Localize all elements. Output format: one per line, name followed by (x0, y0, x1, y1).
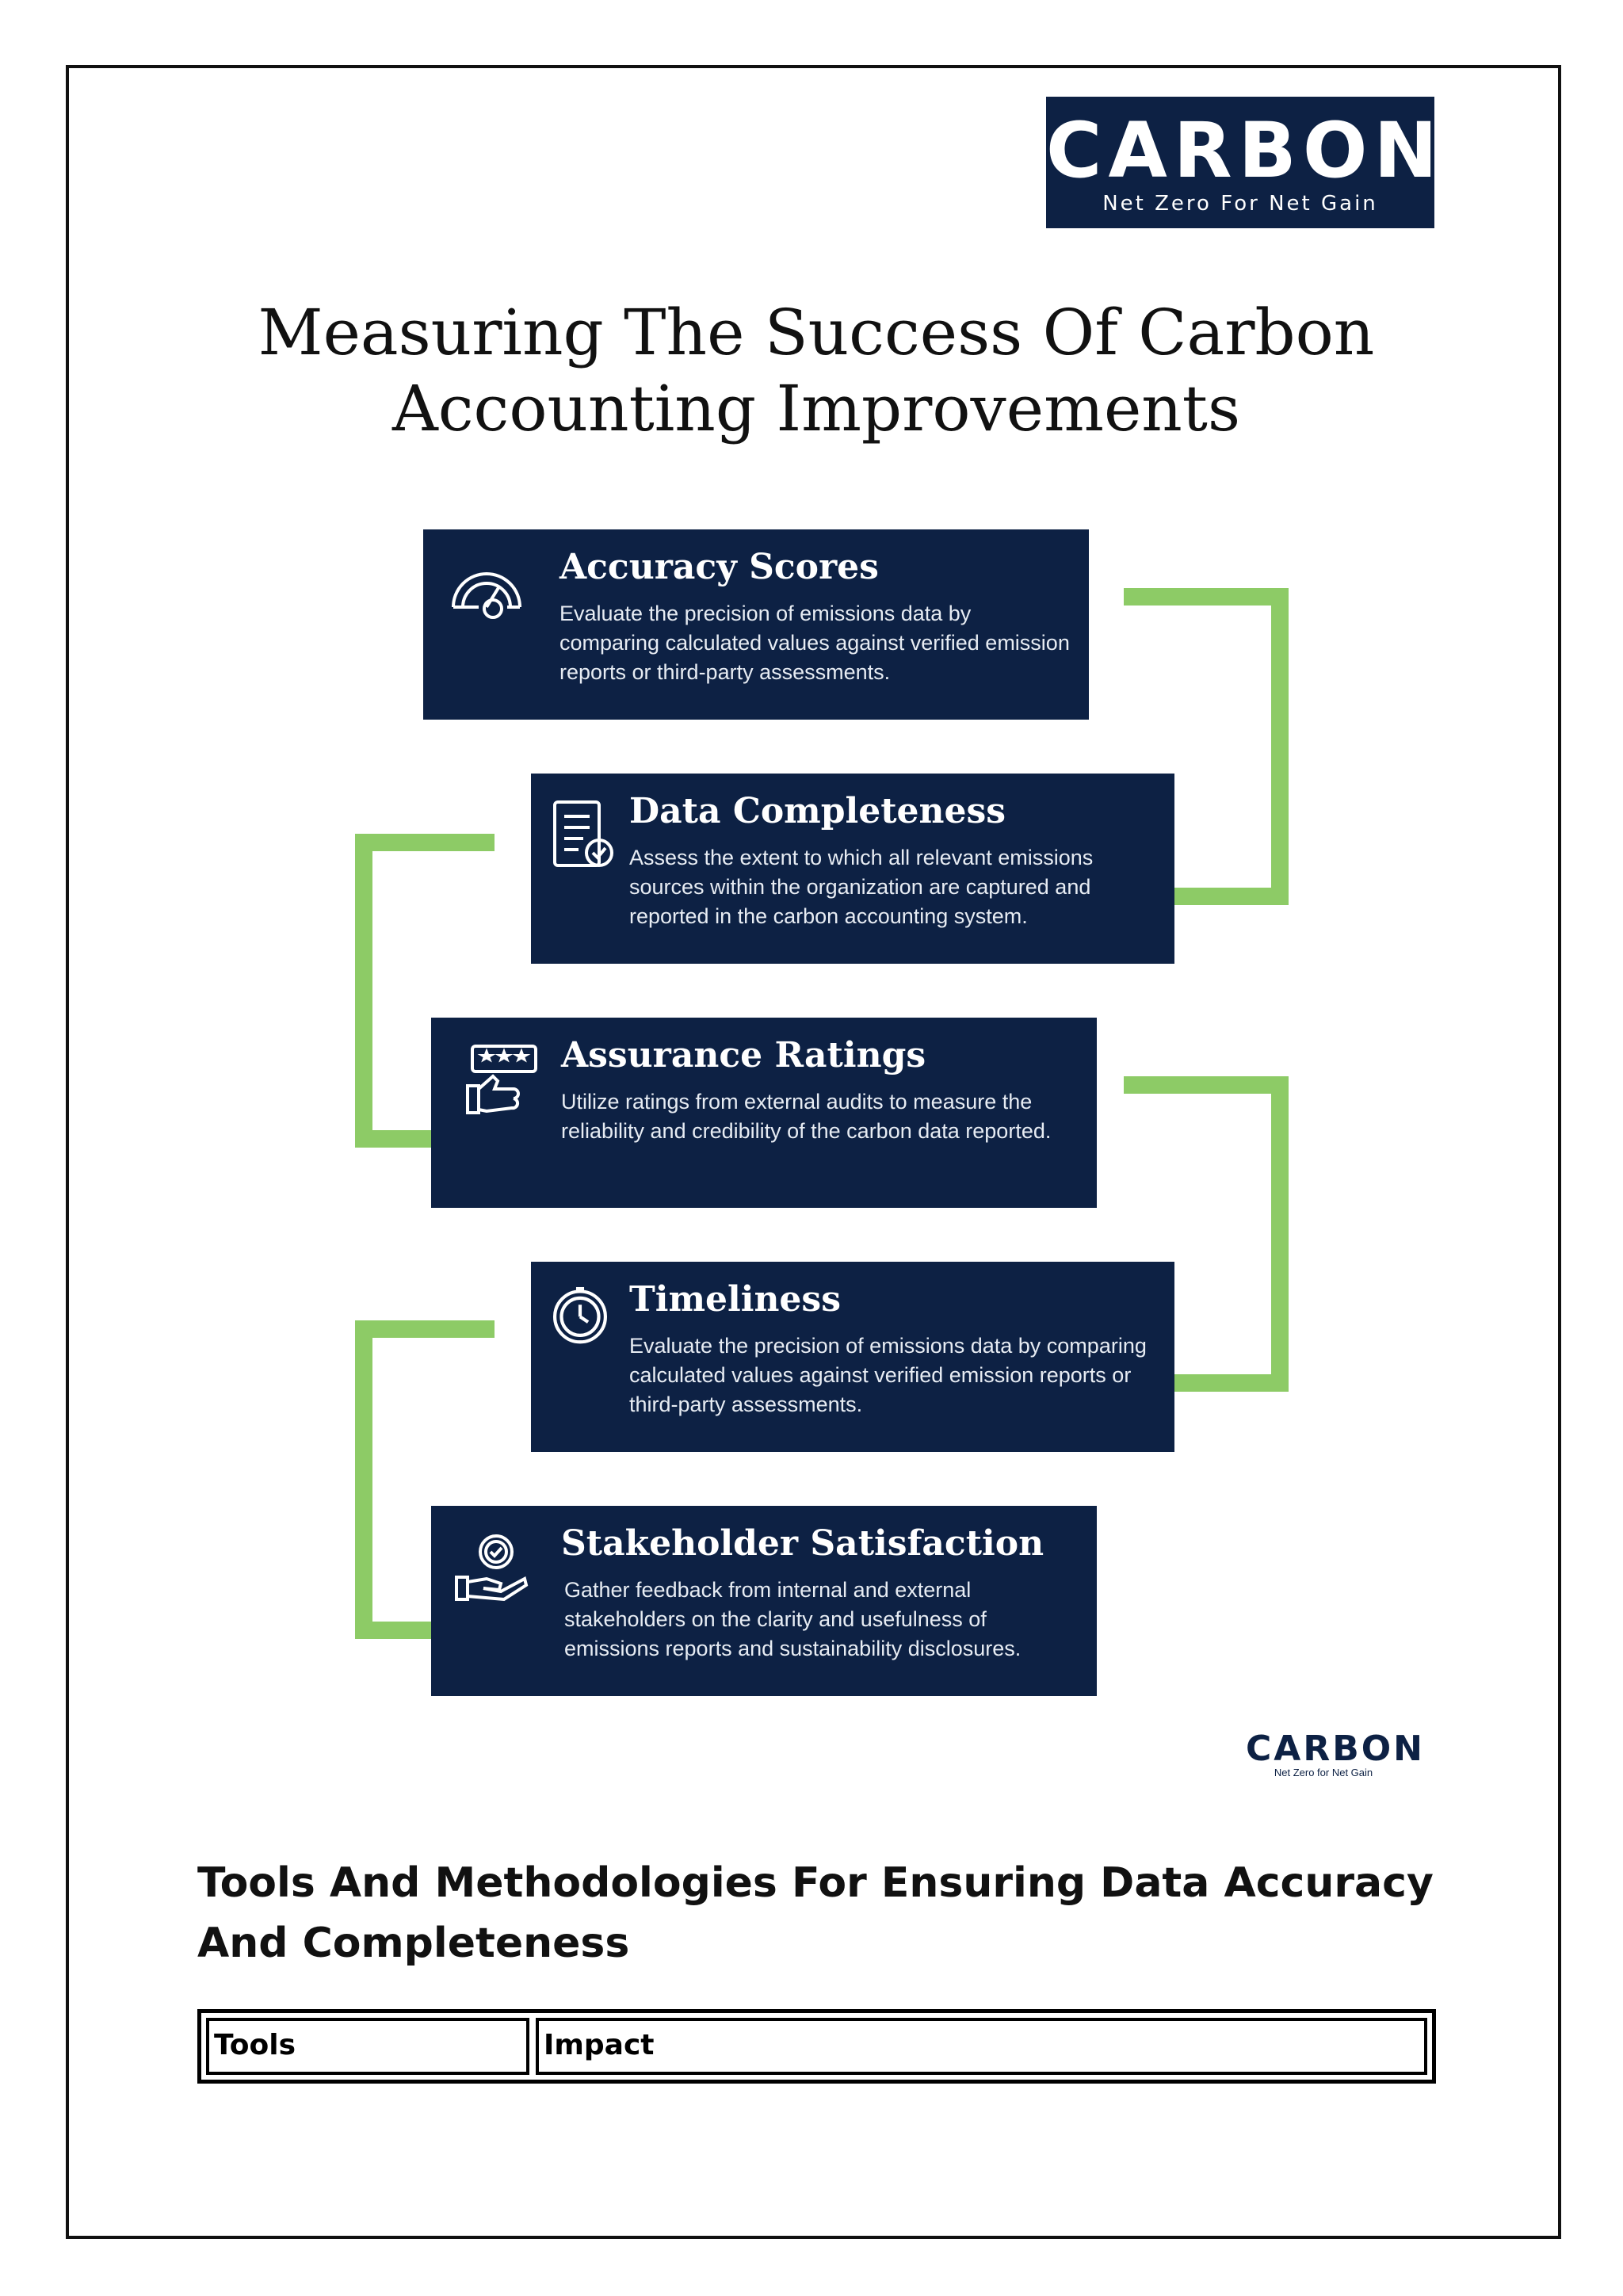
card-description: Gather feedback from internal and external stakeholders on the clarity and usefulness of emissions reports and sustainability disclosures. (564, 1578, 1022, 1660)
carbon-mini-logo (1246, 1729, 1425, 1778)
rating-thumbs-up-icon (463, 1040, 542, 1119)
metric-card-assurance-ratings (431, 1018, 1097, 1208)
metric-card-data-completeness (531, 774, 1174, 964)
card-title: Timeliness (629, 1279, 841, 1320)
metric-card-stakeholder-satisfaction (431, 1506, 1097, 1696)
table-header-impact: Impact (536, 2018, 1427, 2075)
tools-table (197, 2009, 1436, 2084)
stopwatch-icon (547, 1281, 613, 1347)
logo-tagline: Net Zero For Net Gain (1102, 192, 1378, 216)
card-title: Assurance Ratings (561, 1035, 926, 1075)
page-title: Measuring The Success Of Carbon Accounting Improvements (258, 296, 1375, 445)
metric-card-timeliness (531, 1262, 1174, 1452)
table-header-tools: Tools (206, 2018, 529, 2075)
card-description: Assess the extent to which all relevant emissions sources within the organization are captured and reported in the carbon accounting system. (629, 846, 1094, 928)
hand-badge-icon (452, 1528, 531, 1607)
carbon-logo (1046, 97, 1444, 228)
card-title: Data Completeness (629, 791, 1006, 831)
logo-wordmark: CARBON (1046, 106, 1444, 195)
section-heading: Tools And Methodologies For Ensuring Data Accuracy And Completeness (197, 1859, 1434, 1967)
gauge-icon (447, 552, 526, 631)
mini-logo-wordmark: CARBON (1246, 1729, 1425, 1769)
card-description: Evaluate the precision of emissions data by comparing calculated values against verified emission reports or third-party assessments. (629, 1334, 1147, 1416)
card-title: Stakeholder Satisfaction (561, 1523, 1044, 1564)
card-description: Utilize ratings from external audits to measure the reliability and credibility of the carbon data reported. (561, 1090, 1052, 1143)
card-description: Evaluate the precision of emissions data by comparing calculated values against verified emission reports or third-party assessments. (559, 602, 1070, 684)
mini-logo-tagline: Net Zero for Net Gain (1274, 1767, 1373, 1778)
checklist-icon (542, 796, 621, 875)
card-title: Accuracy Scores (559, 547, 879, 587)
metric-card-accuracy-scores (423, 529, 1089, 720)
